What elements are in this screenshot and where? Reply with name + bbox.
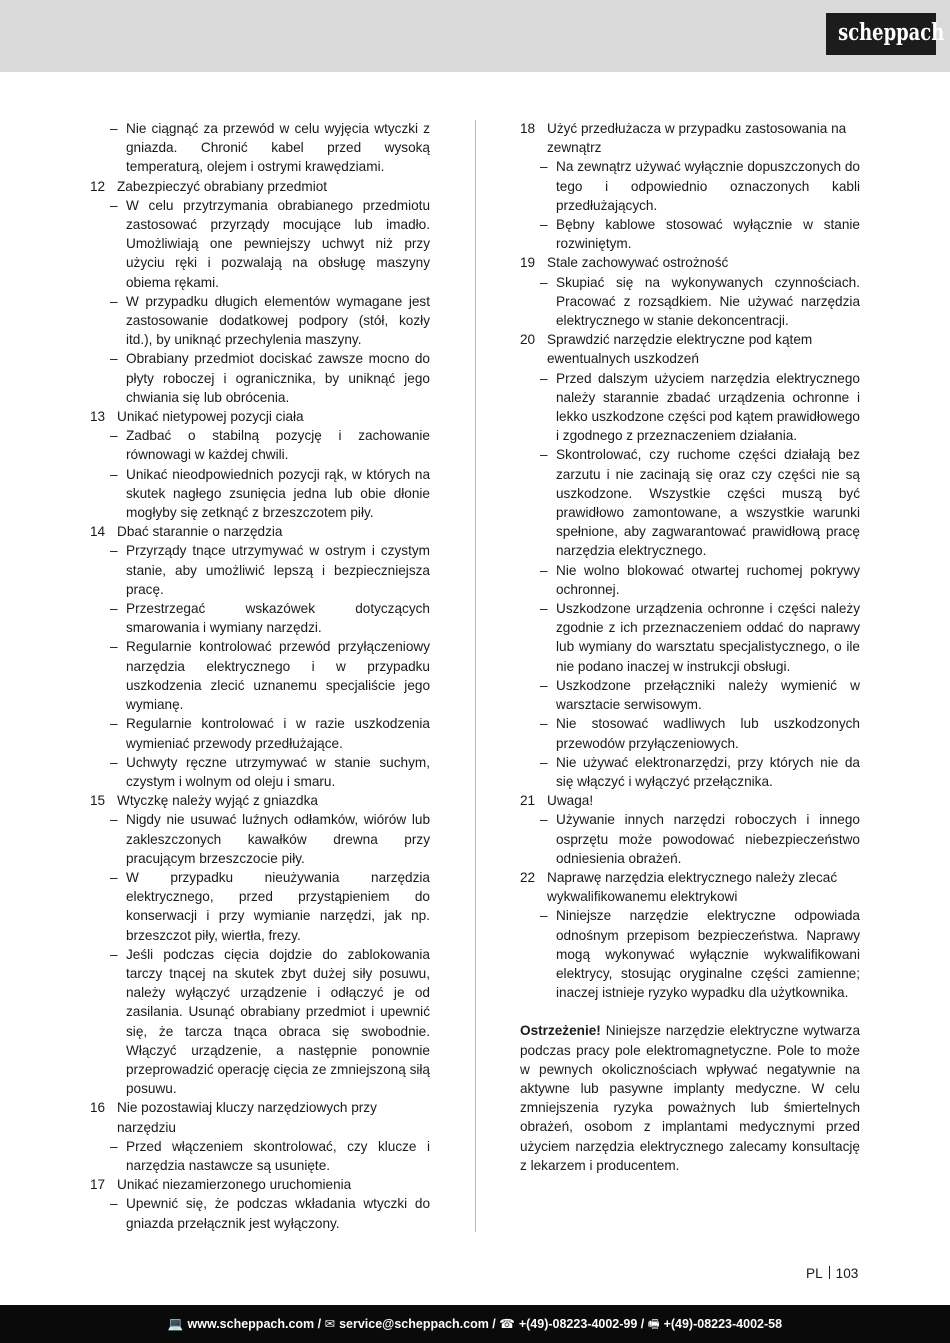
list-item-text: Regularnie kontrolować i w razie uszkodzenia wymieniać przewody przedłużające. [126, 716, 430, 751]
page-number-separator [829, 1266, 830, 1279]
section-number: 16 [90, 1100, 106, 1116]
list-item-text: Obrabiany przedmiot dociskać zawsze mocno do płyty roboczej i ogranicznika, by uniknąć jego chwiania się lub obrócenia. [126, 351, 430, 405]
list-item [90, 945, 430, 1099]
footer-website: www.scheppach.com [187, 1317, 315, 1331]
right-column [520, 119, 860, 1175]
list-item [520, 714, 860, 752]
list-item [90, 465, 430, 523]
list-item [90, 292, 430, 350]
dash-bullet-icon: – [540, 812, 548, 828]
page-number-value: 103 [835, 1266, 859, 1281]
dash-bullet-icon: – [110, 812, 118, 828]
dash-bullet-icon: – [540, 908, 548, 924]
page-number [806, 1264, 858, 1283]
list-item [520, 906, 860, 1002]
list-item [90, 119, 430, 177]
section-number: 22 [520, 869, 536, 885]
dash-bullet-icon: – [540, 562, 548, 578]
right-column-items [520, 119, 860, 1002]
section-title: Zabezpieczyć obrabiany przedmiot [117, 178, 328, 194]
warning-label: Ostrzeżenie! [520, 1023, 601, 1039]
list-item [90, 810, 430, 868]
list-item [90, 1194, 430, 1232]
section-heading [90, 522, 430, 541]
section-heading [90, 1175, 430, 1194]
section-title: Unikać nietypowej pozycji ciała [117, 409, 304, 425]
dash-bullet-icon: – [110, 428, 118, 444]
section-heading [90, 791, 430, 810]
list-item-text: Nie używać elektronarzędzi, przy których nie da się włączyć i wyłączyć przełącznika. [556, 754, 860, 789]
list-item [90, 599, 430, 637]
page-header [0, 0, 950, 72]
dash-bullet-icon: – [540, 601, 548, 617]
section-title: Unikać niezamierzonego uruchomienia [117, 1177, 352, 1193]
section-title: Sprawdzić narzędzie elektryczne pod kątem ewentualnych uszkodzeń [547, 332, 813, 367]
brand-logo [826, 13, 945, 55]
section-heading [520, 253, 860, 272]
dash-bullet-icon: – [110, 466, 118, 482]
section-number: 13 [90, 409, 106, 425]
warning-paragraph [520, 1021, 860, 1175]
list-item-text: Uszkodzone przełączniki należy wymienić w warsztacie serwisowym. [556, 677, 860, 713]
page-footer [0, 1305, 950, 1343]
section-number: 21 [520, 793, 536, 809]
section-heading [520, 330, 860, 368]
section-number: 20 [520, 332, 536, 348]
list-item [520, 753, 860, 791]
dash-bullet-icon: – [110, 351, 118, 367]
section-number: 19 [520, 255, 536, 271]
section-title: Użyć przedłużacza w przypadku zastosowania na zewnątrz [547, 121, 847, 156]
dash-bullet-icon: – [110, 601, 118, 617]
list-item-text: Uszkodzone urządzenia ochronne i części należy zgodnie z ich przeznaczeniem oddać do naprawy lub wymiany do warsztatu specjalistycznego, o ile nie podano inaczej w instrukcji obsługi. [556, 601, 860, 674]
phone-icon: ☎ [499, 1317, 515, 1331]
list-item-text: Zadbać o stabilną pozycję i zachowanie równowagi w każdej chwili. [126, 428, 430, 463]
left-column [90, 119, 430, 1233]
list-item-text: Przed dalszym użyciem narzędzia elektrycznego należy starannie zbadać urządzenia ochronne i lekko uszkodzone części pod kątem prawidłowego i zgodnego z przeznaczeniem działania. [556, 370, 860, 444]
section-title: Naprawę narzędzia elektrycznego należy zlecać wykwalifikowanemu elektrykowi [547, 869, 838, 905]
dash-bullet-icon: – [110, 946, 118, 962]
section-number: 17 [90, 1177, 106, 1193]
list-item-text: Upewnić się, że podczas wkładania wtyczki do gniazda przełącznik jest wyłączony. [126, 1196, 430, 1231]
fax-icon: 🖷 [647, 1317, 660, 1331]
dash-bullet-icon: – [110, 869, 118, 885]
section-heading [520, 119, 860, 157]
list-item [90, 541, 430, 599]
list-item [520, 273, 860, 331]
section-title: Nie pozostawiaj kluczy narzędziowych przy narzędziu [117, 1100, 377, 1135]
footer-fax: +(49)-08223-4002-58 [663, 1317, 783, 1331]
warning-text: Niniejsze narzędzie elektryczne wytwarza podczas pracy pole elektromagnetyczne. Pole to może w pewnych okolicznościach wpływać negatywnie na aktywne lub pasywne implanty medyczne. W celu zmniejszenia ryzyka poważnych lub śmiertelnych obrażeń, osobom z implantami medycznymi przed użyciem narzędzia elektrycznego zalecamy konsultację z lekarzem i producentem. [520, 1023, 861, 1173]
list-item-text: Nie wolno blokować otwartej ruchomej pokrywy ochronnej. [556, 562, 860, 597]
section-number: 18 [520, 121, 536, 136]
list-item-text: W przypadku długich elementów wymagane jest zastosowanie dodatkowej podpory (stół, kozły itd.), by uniknąć przechylenia maszyny. [126, 293, 430, 348]
monitor-icon: 💻 [167, 1317, 184, 1331]
section-heading [520, 868, 860, 906]
list-item [520, 810, 860, 868]
list-item [90, 1137, 430, 1175]
list-item-text: Używanie innych narzędzi roboczych i innego osprzętu może powodować niebezpieczeństwo odniesienia obrażeń. [556, 812, 860, 866]
list-item [90, 868, 430, 945]
list-item [520, 445, 860, 560]
dash-bullet-icon: – [540, 217, 548, 233]
section-number: 15 [90, 793, 106, 809]
list-item-text: Na zewnątrz używać wyłącznie dopuszczonych do tego i odpowiednio oznaczonych kabli przedłużających. [556, 159, 860, 213]
list-item-text: Skontrolować, czy ruchome części działają bez zarzutu i nie zacinają się oraz czy części nie są uszkodzone. Wszystkie części muszą być prawidłowo zamontowane, a wszystkie warunki spełnione, aby zagwarantować prawidłową pracę narzędzia elektrycznego. [556, 447, 860, 559]
list-item-text: Bębny kablowe stosować wyłącznie w stanie rozwiniętym. [556, 217, 860, 252]
brand-logo-text: scheppach [838, 19, 945, 46]
dash-bullet-icon: – [110, 754, 118, 770]
page-lang: PL [806, 1266, 823, 1281]
footer-email: service@scheppach.com [339, 1317, 489, 1331]
section-title: Wtyczkę należy wyjąć z gniazdka [117, 793, 318, 809]
list-item [520, 369, 860, 446]
list-item [520, 157, 860, 215]
dash-bullet-icon: – [540, 447, 548, 463]
section-number: 12 [90, 178, 106, 194]
list-item-text: Nigdy nie usuwać luźnych odłamków, wiórów lub zakleszczonych kawałków drewna przy pracującym brzeszczocie piły. [126, 812, 430, 866]
section-heading [90, 407, 430, 426]
dash-bullet-icon: – [110, 293, 118, 309]
column-divider [475, 120, 476, 1232]
list-item-text: Przed włączeniem skontrolować, czy klucze i narzędzia nastawcze są usunięte. [126, 1138, 430, 1173]
list-item-text: Przestrzegać wskazówek dotyczących smarowania i wymiany narzędzi. [126, 601, 430, 636]
list-item [90, 196, 430, 292]
footer-separator: / [314, 1317, 325, 1331]
list-item-text: Unikać nieodpowiednich pozycji rąk, w których na skutek nagłego zsunięcia jedna lub obie dłonie mogłyby się zetknąć z brzeszczotem piły. [126, 466, 430, 521]
footer-separator: / [488, 1317, 500, 1331]
dash-bullet-icon: – [540, 159, 548, 175]
list-item-text: Niniejsze narzędzie elektryczne odpowiada odnośnym przepisom bezpieczeństwa. Naprawy mogą wykonywać wyłącznie wykwalifikowani elektrycy, stosując oryginalne części zamienne; inaczej istnieje ryzyko wypadku dla użytkownika. [556, 908, 860, 1001]
section-title: Uwaga! [547, 793, 594, 809]
list-item [90, 349, 430, 407]
dash-bullet-icon: – [110, 1138, 118, 1154]
footer-phone: +(49)-08223-4002-99 [518, 1317, 638, 1331]
list-item [520, 599, 860, 676]
footer-separator: / [637, 1317, 648, 1331]
dash-bullet-icon: – [110, 1196, 118, 1212]
dash-bullet-icon: – [110, 716, 118, 732]
list-item [90, 637, 430, 714]
dash-bullet-icon: – [110, 121, 118, 136]
dash-bullet-icon: – [540, 677, 548, 693]
list-item [90, 753, 430, 791]
list-item [90, 426, 430, 464]
list-item-text: Jeśli podczas cięcia dojdzie do zablokowania tarczy tnącej na skutek zbyt dużej siły posuwu, należy wyłączyć urządzenie i odłączyć je od zasilania. Usunąć obrabiany przedmiot i upewnić się, że tarcza tnąca obraca się swobodnie. Włączyć urządzenie, a następnie ponownie przeprowadzić operację cięcia ze zmniejszoną siłą posuwu. [126, 946, 430, 1097]
section-heading [90, 1098, 430, 1136]
section-number: 14 [90, 524, 106, 540]
dash-bullet-icon: – [540, 716, 548, 732]
section-heading [520, 791, 860, 810]
list-item-text: Przyrządy tnące utrzymywać w ostrym i czystym stanie, aby umożliwić lepszą i bezpieczniejsza pracę. [126, 543, 430, 597]
list-item [520, 676, 860, 714]
mail-icon: ✉ [324, 1317, 336, 1331]
list-item [520, 561, 860, 599]
dash-bullet-icon: – [540, 370, 548, 386]
list-item-text: Nie stosować wadliwych lub uszkodzonych przewodów przyłączeniowych. [556, 716, 860, 751]
list-item-text: Nie ciągnąć za przewód w celu wyjęcia wtyczki z gniazda. Chronić kabel przed wysoką temperaturą, olejem i ostrymi krawędziami. [126, 121, 430, 175]
list-item-text: Uchwyty ręczne utrzymywać w stanie suchym, czystym i wolnym od oleju i smaru. [126, 754, 430, 789]
list-item [520, 215, 860, 253]
list-item-text: W celu przytrzymania obrabianego przedmiotu zastosować przyrządy mocujące lub imadło. Umożliwiają one pewniejszy uchwyt niż przy użyciu ręki i pozwalają na obsługę maszyny obiema rękami. [126, 197, 430, 290]
list-item-text: Skupiać się na wykonywanych czynnościach. Pracować z rozsądkiem. Nie używać narzędzia elektrycznego w stanie dekoncentracji. [556, 274, 860, 329]
list-item-text: W przypadku nieużywania narzędzia elektrycznego, przed przystąpieniem do konserwacji i przy wymianie narzędzi, jak np. brzeszczot piły, wiertła, frezy. [126, 869, 430, 943]
section-title: Dbać starannie o narzędzia [117, 524, 283, 540]
list-item [90, 714, 430, 752]
dash-bullet-icon: – [540, 754, 548, 770]
section-title: Stale zachowywać ostrożność [547, 255, 729, 271]
dash-bullet-icon: – [110, 543, 118, 559]
dash-bullet-icon: – [110, 197, 118, 213]
dash-bullet-icon: – [110, 639, 118, 655]
dash-bullet-icon: – [540, 274, 548, 290]
list-item-text: Regularnie kontrolować przewód przyłączeniowy narzędzia elektrycznego i w przypadku uszkodzenia zlecić uznanemu specjaliście jego wymianę. [126, 639, 430, 713]
section-heading [90, 177, 430, 196]
